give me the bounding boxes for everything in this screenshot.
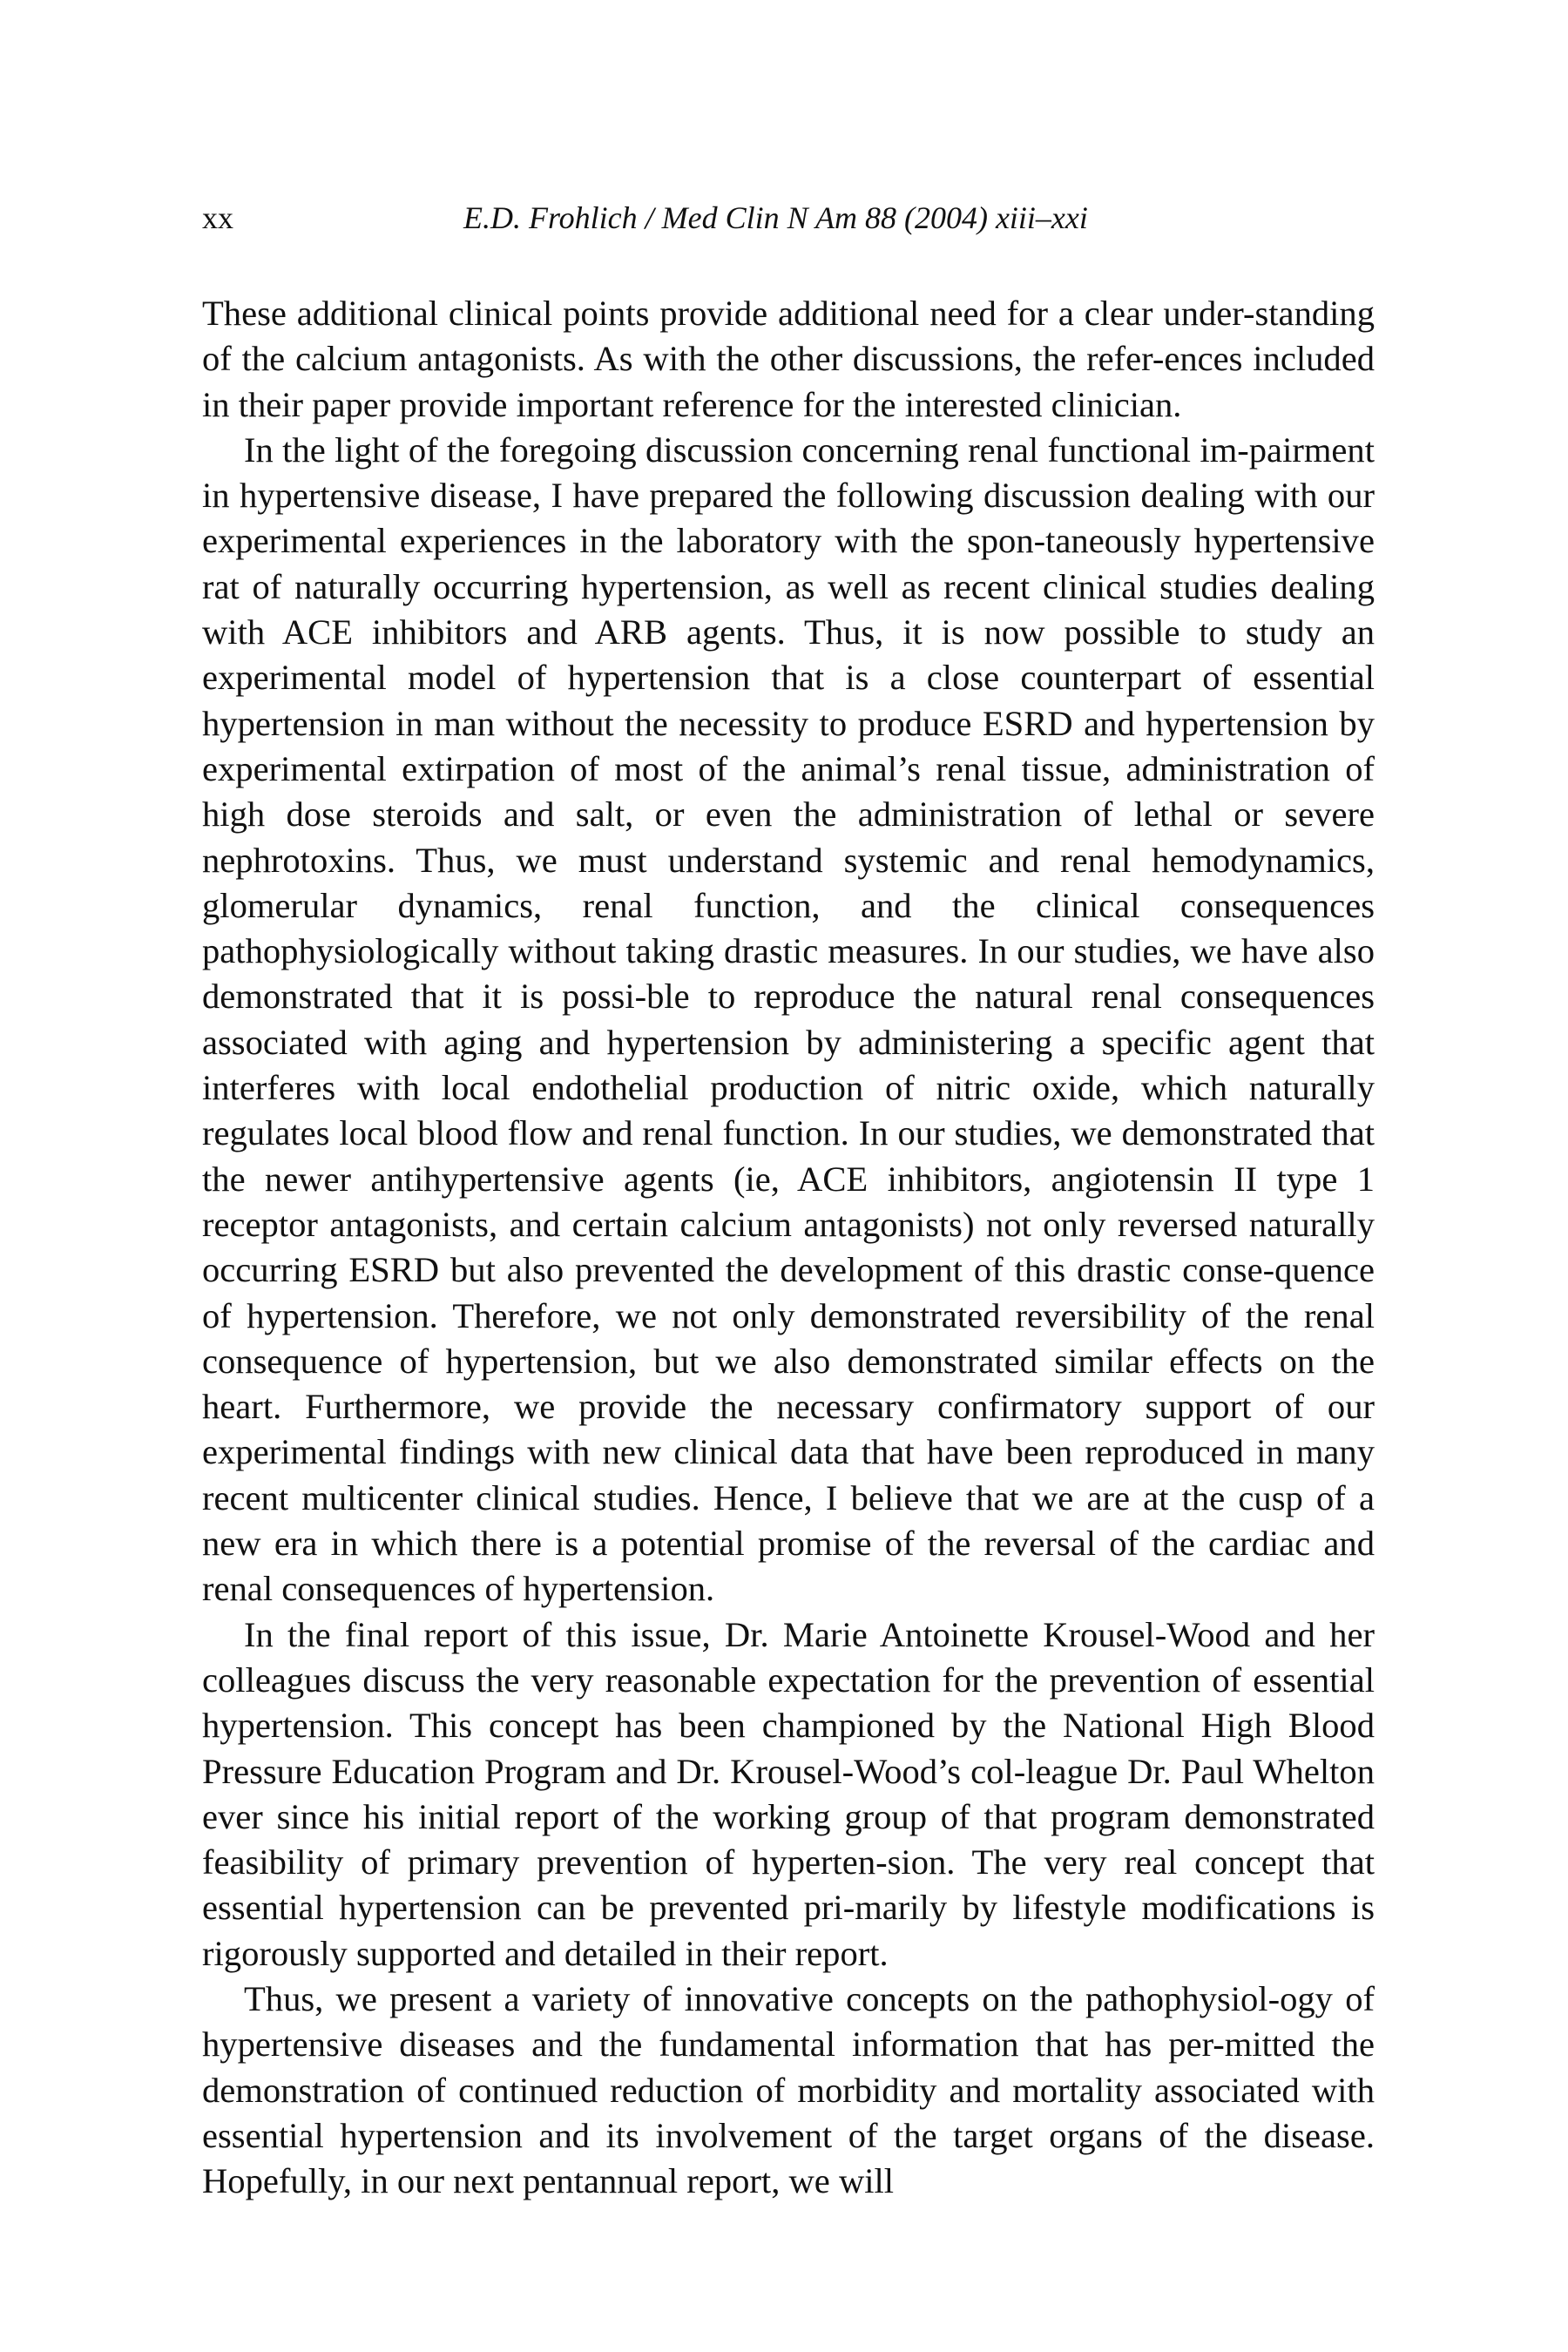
page-number: xx (202, 200, 233, 235)
body-text (202, 291, 1375, 2204)
paragraph-renal-impairment: In the light of the foregoing discussion concerning renal functional im-pairment in hypertensive disease, I have prepared the following discussion dealing with our experimental experiences in the laboratory with the spon-taneously hypertensive rat of naturally occurring hypertension, as well as recent clinical studies dealing with ACE inhibitors and ARB agents. Thus, it is now possible to study an experimental model of hypertension that is a close counterpart of essential hypertension in man without the necessity to produce ESRD and hypertension by experimental extirpation of most of the animal’s renal tissue, administration of high dose steroids and salt, or even the administration of lethal or severe nephrotoxins. Thus, we must understand systemic and renal hemodynamics, glomerular dynamics, renal function, and the clinical consequences pathophysiologically without taking drastic measures. In our studies, we have also demonstrated that it is possi-ble to reproduce the natural renal consequences associated with aging and hypertension by administering a specific agent that interferes with local endothelial production of nitric oxide, which naturally regulates local blood flow and renal function. In our studies, we demonstrated that the newer antihypertensive agents (ie, ACE inhibitors, angiotensin II type 1 receptor antagonists, and certain calcium antagonists) not only reversed naturally occurring ESRD but also prevented the development of this drastic conse-quence of hypertension. Therefore, we not only demonstrated reversibility of the renal consequence of hypertension, but we also demonstrated similar effects on the heart. Furthermore, we provide the necessary confirmatory support of our experimental findings with new clinical data that have been reproduced in many recent multicenter clinical studies. Hence, I believe that we are at the cusp of a new era in which there is a potential promise of the reversal of the cardiac and renal consequences of hypertension. (202, 429, 1375, 1609)
document-page (202, 195, 1375, 2204)
journal-citation: E.D. Frohlich / Med Clin N Am 88 (2004) xiii–xxi (463, 200, 1088, 235)
running-head (202, 195, 1375, 240)
paragraph-closing-summary: Thus, we present a variety of innovative concepts on the pathophysiol-ogy of hypertensive diseases and the fundamental information that has per-mitted the demonstration of continued reduction of morbidity and mortality associated with essential hypertension and its involvement of the target organs of the disease. Hopefully, in our next pentannual report, we will (202, 1978, 1375, 2201)
paragraph-prevention-report: In the final report of this issue, Dr. Marie Antoinette Krousel-Wood and her colleagues discuss the very reasonable expectation for the prevention of essential hypertension. This concept has been championed by the National High Blood Pressure Education Program and Dr. Krousel-Wood’s col-league Dr. Paul Whelton ever since his initial report of the working group of that program demonstrated feasibility of primary prevention of hyperten-sion. The very real concept that essential hypertension can be prevented pri-marily by lifestyle modifications is rigorously supported and detailed in their report. (202, 1614, 1375, 1973)
paragraph-calcium-antagonists: These additional clinical points provide additional need for a clear under-standing of the calcium antagonists. As with the other discussions, the refer-ences included in their paper provide important reference for the interested clinician. (202, 294, 1375, 424)
